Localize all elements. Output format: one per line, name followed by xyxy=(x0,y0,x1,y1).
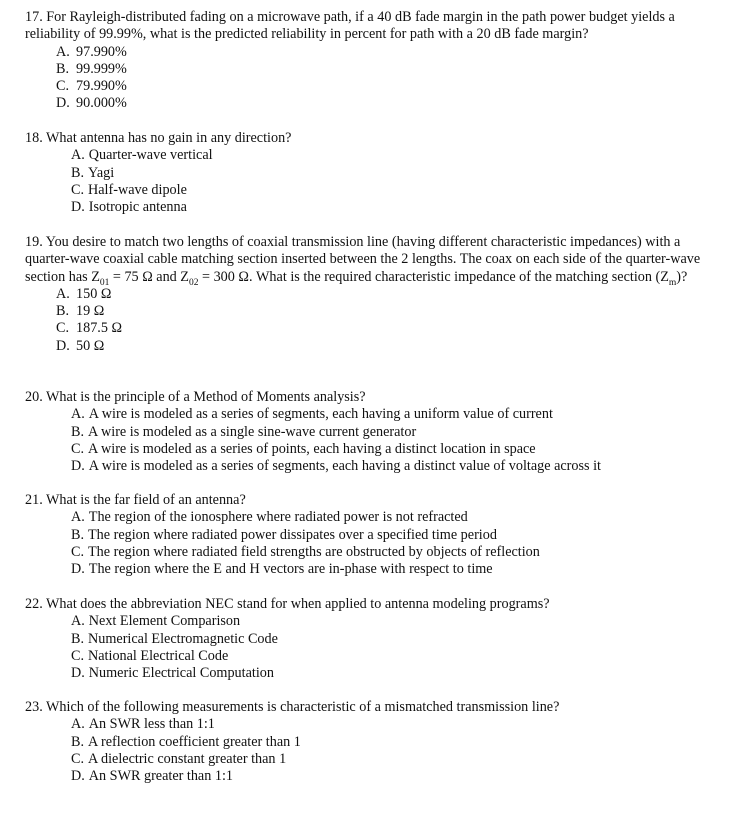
option-letter: B. xyxy=(71,733,85,750)
question-text: Which of the following measurements is characteristic of a mismatched transmission line? xyxy=(46,699,560,715)
question-20 xyxy=(25,389,715,475)
option-text: Yagi xyxy=(88,164,115,181)
answer-option xyxy=(25,527,715,544)
option-letter: A. xyxy=(71,613,85,630)
option-letter: D. xyxy=(71,768,85,785)
option-letter: C. xyxy=(71,440,85,457)
question-text: What does the abbreviation NEC stand for when applied to antenna modeling programs? xyxy=(46,596,550,612)
answer-options xyxy=(25,147,715,216)
answer-option xyxy=(25,648,715,665)
option-letter: C. xyxy=(71,750,85,767)
option-text: Quarter-wave vertical xyxy=(88,147,213,164)
option-text: Next Element Comparison xyxy=(88,613,241,630)
question-number: 23. xyxy=(25,699,43,715)
answer-option xyxy=(25,44,715,61)
option-letter: B. xyxy=(71,164,85,181)
option-text: 50 Ω xyxy=(76,337,105,354)
subscript-01: 01 xyxy=(99,277,110,288)
option-text: The region where radiated power dissipates over a specified time period xyxy=(88,526,497,543)
option-text: The region where the E and H vectors are in-phase with respect to time xyxy=(88,561,493,578)
question-23 xyxy=(25,699,715,785)
answer-option xyxy=(25,338,715,355)
option-text: Numerical Electromagnetic Code xyxy=(88,630,278,647)
question-number: 22. xyxy=(25,596,43,612)
answer-option xyxy=(25,165,715,182)
answer-option xyxy=(25,95,715,112)
answer-option xyxy=(25,509,715,526)
answer-option xyxy=(25,768,715,785)
answer-option xyxy=(25,61,715,78)
option-text: A wire is modeled as a series of points, each having a distinct location in space xyxy=(88,440,536,457)
option-letter: D. xyxy=(56,95,70,112)
answer-option xyxy=(25,286,715,303)
option-letter: A. xyxy=(71,716,85,733)
question-stem xyxy=(25,9,715,44)
question-text: For Rayleigh-distributed fading on a microwave path, if a 40 dB fade margin in the path power budget yields a reliability of 99.99%, what is the predicted reliability in percent for path with a 20 dB fade margin? xyxy=(25,9,675,43)
option-letter: C. xyxy=(71,543,85,560)
option-text: 79.990% xyxy=(76,78,127,95)
option-letter: B. xyxy=(56,303,70,320)
question-22 xyxy=(25,596,715,682)
answer-option xyxy=(25,78,715,95)
question-number: 17. xyxy=(25,9,43,25)
option-text: The region where radiated field strengths are obstructed by objects of reflection xyxy=(88,543,540,560)
answer-option xyxy=(25,320,715,337)
question-18 xyxy=(25,130,715,216)
option-text: 99.999% xyxy=(76,60,127,77)
answer-option xyxy=(25,716,715,733)
option-text: The region of the ionosphere where radiated power is not refracted xyxy=(88,509,468,526)
answer-options xyxy=(25,716,715,785)
answer-option xyxy=(25,424,715,441)
question-number: 19. xyxy=(25,234,43,250)
answer-option xyxy=(25,544,715,561)
answer-options xyxy=(25,286,715,355)
option-text: A wire is modeled as a single sine-wave current generator xyxy=(88,423,417,440)
option-letter: B. xyxy=(71,423,85,440)
answer-option xyxy=(25,147,715,164)
question-stem xyxy=(25,130,715,147)
answer-option xyxy=(25,631,715,648)
question-stem xyxy=(25,596,715,613)
answer-option xyxy=(25,458,715,475)
question-text: What is the far field of an antenna? xyxy=(46,492,246,508)
answer-options xyxy=(25,613,715,682)
answer-options xyxy=(25,44,715,113)
question-number: 18. xyxy=(25,130,43,146)
question-17 xyxy=(25,9,715,113)
option-text: National Electrical Code xyxy=(88,647,229,664)
question-stem xyxy=(25,234,715,286)
option-letter: C. xyxy=(71,181,85,198)
option-letter: D. xyxy=(71,561,85,578)
answer-option xyxy=(25,734,715,751)
option-text: 97.990% xyxy=(76,43,127,60)
option-text: Numeric Electrical Computation xyxy=(88,665,274,682)
answer-option xyxy=(25,182,715,199)
option-text: A dielectric constant greater than 1 xyxy=(88,750,287,767)
question-stem xyxy=(25,492,715,509)
question-number: 21. xyxy=(25,492,43,508)
answer-option xyxy=(25,561,715,578)
option-text: A reflection coefficient greater than 1 xyxy=(88,733,301,750)
question-19 xyxy=(25,234,715,355)
option-letter: D. xyxy=(71,458,85,475)
question-number: 20. xyxy=(25,389,43,405)
option-letter: D. xyxy=(71,199,85,216)
question-stem xyxy=(25,699,715,716)
question-stem xyxy=(25,389,715,406)
option-letter: A. xyxy=(56,285,70,302)
answer-option xyxy=(25,665,715,682)
option-letter: D. xyxy=(56,337,70,354)
option-letter: C. xyxy=(56,320,70,337)
answer-option xyxy=(25,441,715,458)
option-text: An SWR less than 1:1 xyxy=(88,716,215,733)
answer-option xyxy=(25,199,715,216)
option-letter: A. xyxy=(71,406,85,423)
option-text: An SWR greater than 1:1 xyxy=(88,768,233,785)
answer-option xyxy=(25,751,715,768)
option-letter: A. xyxy=(71,509,85,526)
question-text: What is the principle of a Method of Moments analysis? xyxy=(46,389,366,405)
answer-options xyxy=(25,509,715,578)
option-letter: B. xyxy=(71,630,85,647)
answer-options xyxy=(25,406,715,475)
option-text: A wire is modeled as a series of segments, each having a uniform value of current xyxy=(88,406,553,423)
option-letter: C. xyxy=(71,647,85,664)
question-text: = 75 Ω and Z xyxy=(109,268,189,285)
option-text: A wire is modeled as a series of segments, each having a distinct value of voltage across it xyxy=(88,458,601,475)
question-text: You desire to match two lengths of coaxial transmission line (having different characteristic impedances) with a quarter-wave coaxial cable matching section inserted between the 2 lengths. The coax on each side of the quarter-wave section has Z xyxy=(25,234,701,285)
subscript-m: m xyxy=(668,277,677,288)
question-text: )? xyxy=(676,268,688,285)
option-text: Isotropic antenna xyxy=(88,199,187,216)
question-text: What antenna has no gain in any direction? xyxy=(46,130,292,146)
option-letter: C. xyxy=(56,78,70,95)
answer-option xyxy=(25,613,715,630)
answer-option xyxy=(25,303,715,320)
answer-option xyxy=(25,406,715,423)
option-text: 90.000% xyxy=(76,95,127,112)
question-21 xyxy=(25,492,715,578)
option-text: 187.5 Ω xyxy=(76,320,123,337)
option-text: 19 Ω xyxy=(76,303,105,320)
option-text: 150 Ω xyxy=(76,285,112,302)
option-letter: B. xyxy=(71,526,85,543)
option-text: Half-wave dipole xyxy=(88,181,187,198)
question-text: = 300 Ω. What is the required characteristic impedance of the matching section (Z xyxy=(198,268,669,285)
option-letter: A. xyxy=(71,147,85,164)
option-letter: B. xyxy=(56,60,70,77)
subscript-02: 02 xyxy=(188,277,199,288)
option-letter: D. xyxy=(71,665,85,682)
option-letter: A. xyxy=(56,43,70,60)
